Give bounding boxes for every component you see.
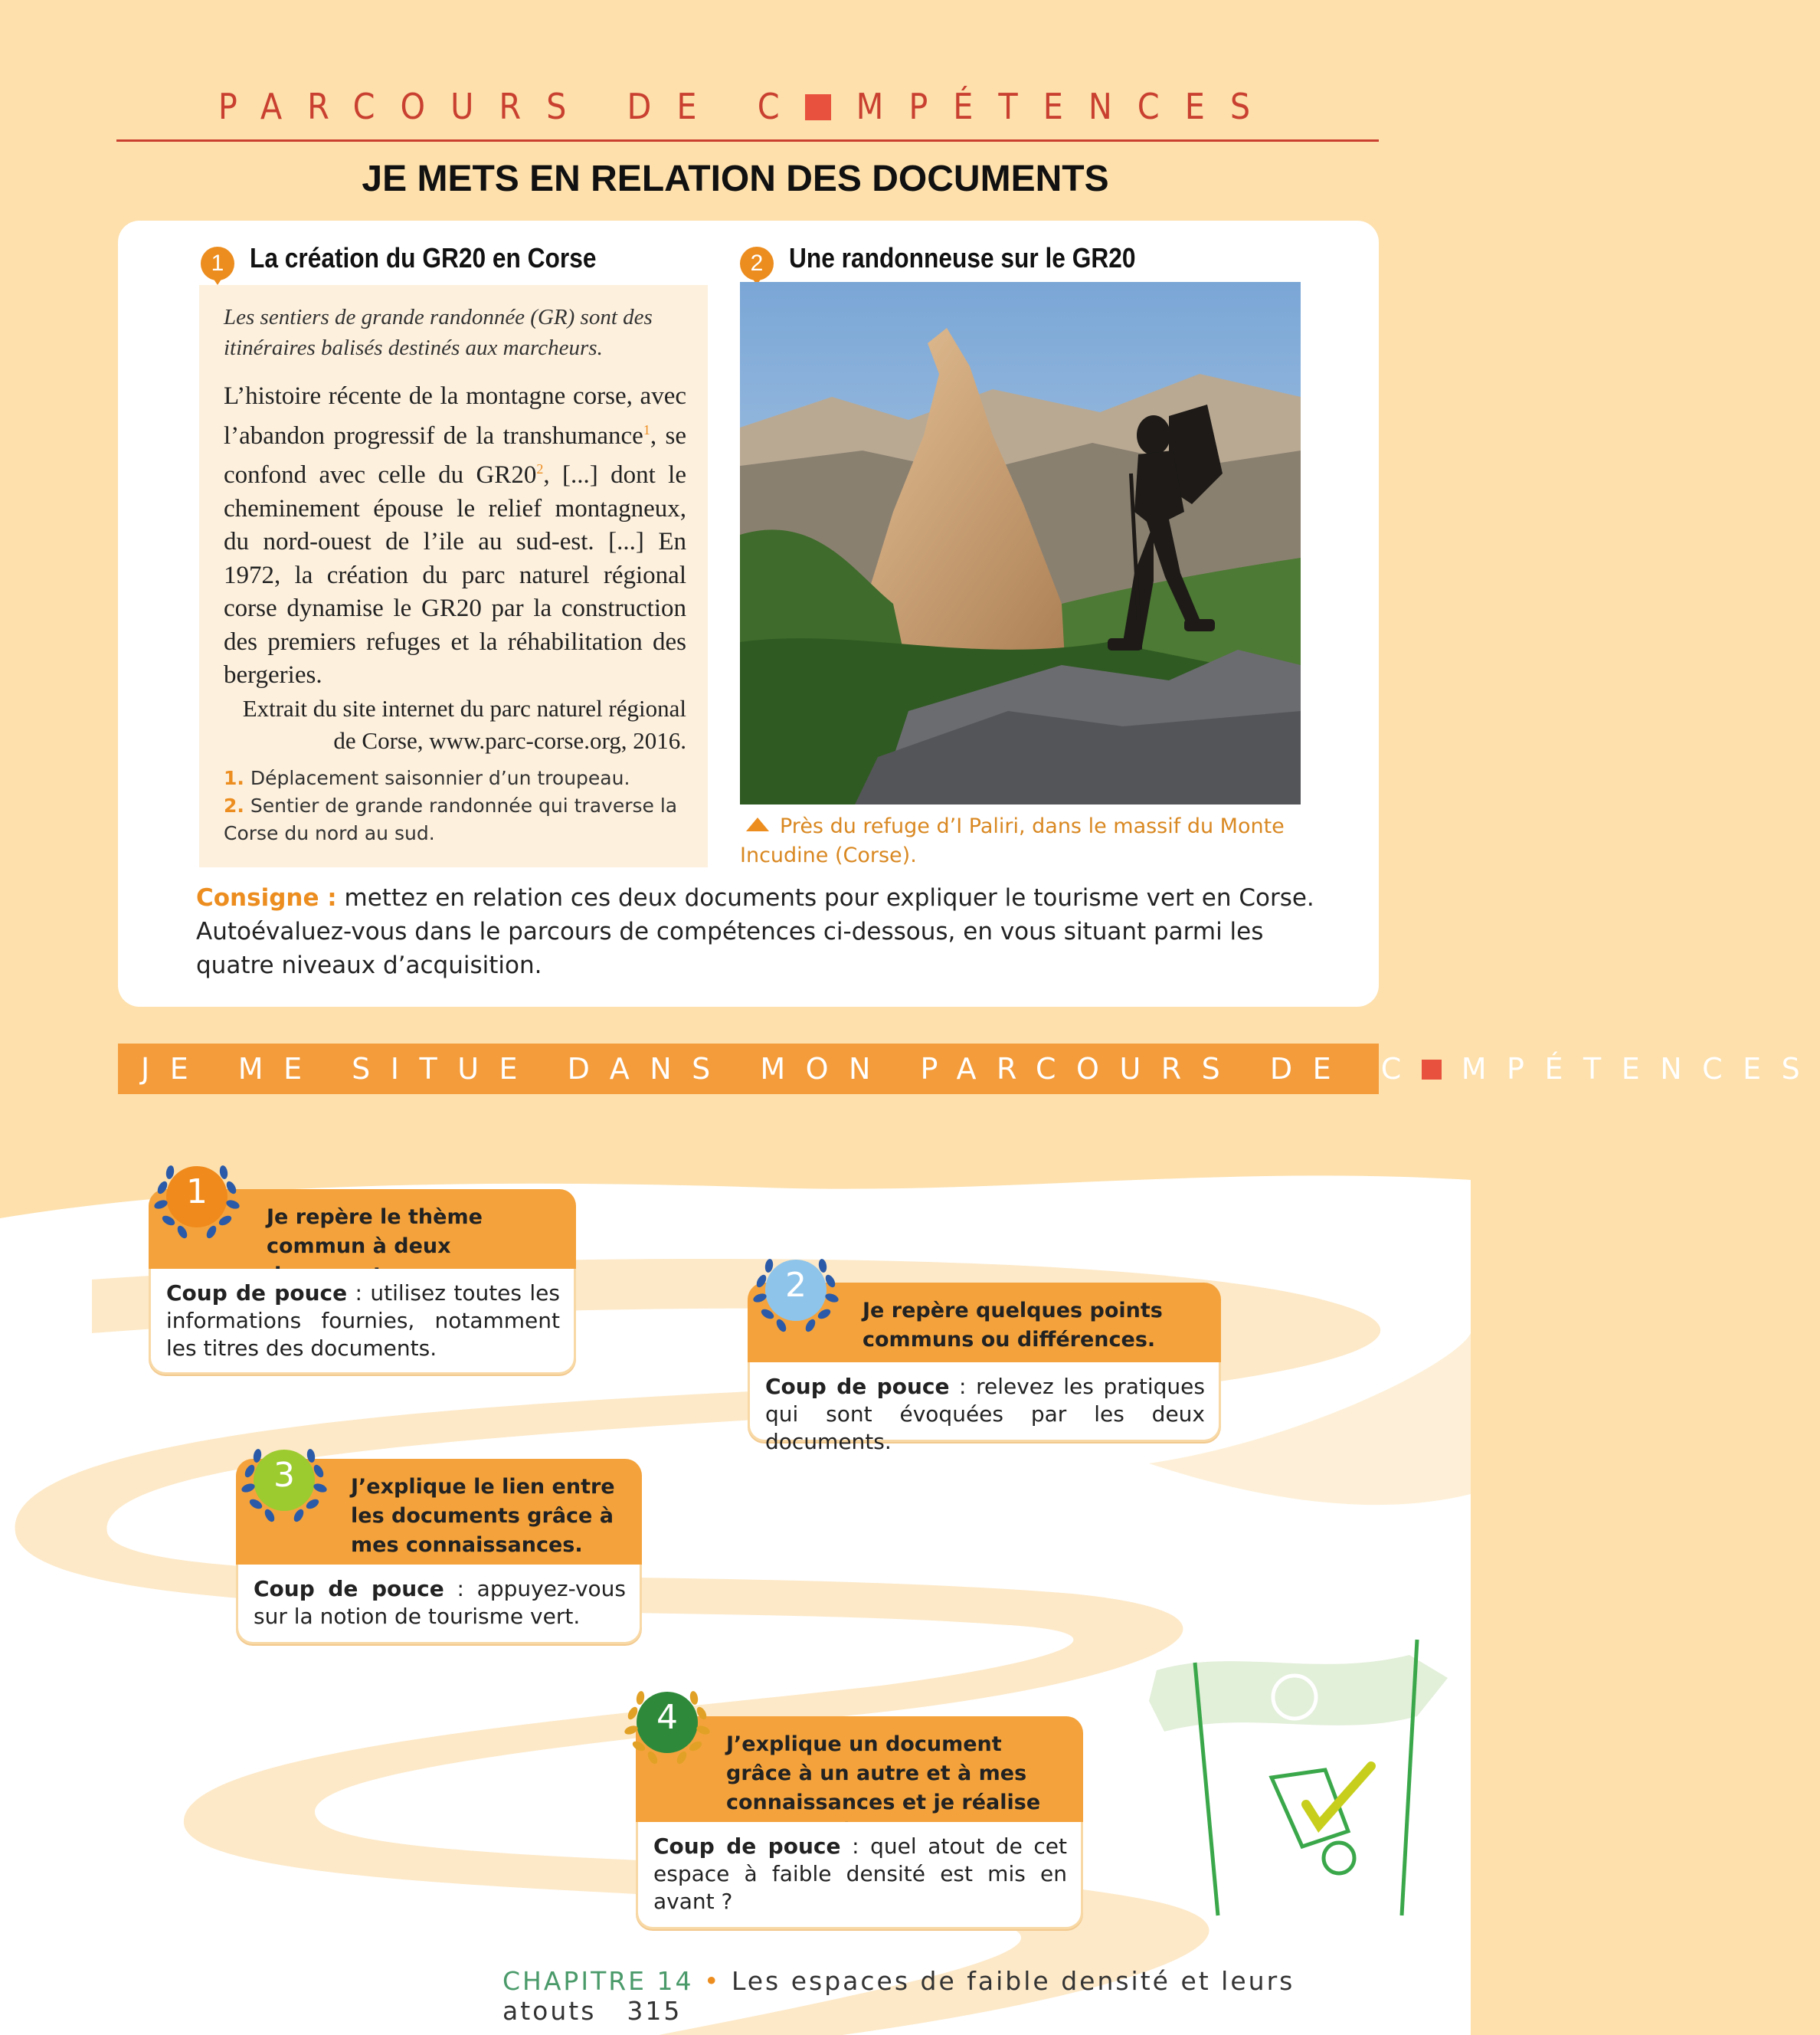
level-2-hint: Coup de pouce : relevez les pratiques qui sont évoquées par les deux documents. xyxy=(748,1362,1221,1442)
doc1-footnote: 2. Sentier de grande randonnée qui traverse la Corse du nord au sud. xyxy=(224,795,678,844)
level-3-number: 3 xyxy=(273,1456,295,1495)
level-4-title: J’explique un document grâce à un autre et à mes connaissances et je réalise xyxy=(636,1716,1083,1822)
level-3-title: J’explique le lien entre les documents grâce à mes connaissances. xyxy=(236,1459,642,1565)
header-rule xyxy=(116,139,1379,142)
section-band-title: PARCOURS DE C MPÉTENCES xyxy=(218,86,1276,127)
square-o-icon xyxy=(1422,1060,1442,1080)
doc1-intro: Les sentiers de grande randonnée (GR) sont des itinéraires balisés destinés aux marcheurs. xyxy=(224,305,653,360)
level-1-hint: Coup de pouce : utilisez toutes les informations fournies, notamment les titres des documents. xyxy=(149,1269,576,1375)
doc1-body: L’histoire récente de la montagne corse, avec l’abandon progressif de la transhumance$^1$, se confond avec celle du $GR20^2$, [...] dont le cheminement épouse le relief montagneux, du nord-ouest de l’ile au sud-est. [...] En 1972, la création du parc naturel régional corse dynamise le GR20 par la construction des premiers refuges et la réhabilitation des bergeries. xyxy=(224,382,687,689)
level-4-hint: Coup de pouce : quel atout de cet espace à faible densité est mis en avant ? xyxy=(636,1822,1083,1929)
doc2-number-badge: 2 xyxy=(740,247,774,280)
triangle-up-icon xyxy=(746,818,769,831)
page-footer: CHAPITRE 14 • Les espaces de faible densité et leurs atouts 315 xyxy=(502,1966,1295,2026)
doc1-footnote: 1. Déplacement saisonnier d’un troupeau. xyxy=(224,767,630,789)
level-2-number: 2 xyxy=(785,1266,807,1305)
level-1-title: Je repère le thème commun à deux xyxy=(149,1189,576,1269)
parcours-band: JE ME SITUE DANS MON PARCOURS DE C MPÉTENCES xyxy=(118,1044,1379,1094)
level-3-hint: Coup de pouce : appuyez-vous sur la notion de tourisme vert. xyxy=(236,1565,642,1644)
doc2-caption: Près du refuge d’I Paliri, dans le massif du Monte Incudine (Corse). xyxy=(740,814,1285,867)
flag-diploma-icon xyxy=(1141,1632,1463,1923)
consigne-instruction: Consigne : mettez en relation ces deux documents pour expliquer le tourisme vert en Corse. Autoévaluez-vous dans le parcours de compétences ci-dessous, en vous situant parmi les quatre niveaux d’acquisition. xyxy=(196,884,1314,979)
square-o-icon xyxy=(805,94,831,120)
hiker-mountain-photo xyxy=(740,282,1301,804)
page-number: 315 xyxy=(627,1996,682,2026)
level-1-number: 1 xyxy=(186,1172,208,1211)
level-4-number: 4 xyxy=(656,1698,678,1737)
doc2-title: Une randonneuse sur le GR20 xyxy=(789,242,1136,274)
page-title: JE METS EN RELATION DES DOCUMENTS xyxy=(362,159,1109,199)
doc1-title: La création du GR20 en Corse xyxy=(250,242,597,274)
doc1-number-badge: 1 xyxy=(201,247,234,280)
level-2-title: Je repère quelques points communs ou différences. xyxy=(748,1283,1221,1362)
doc1-source: Extrait du site internet du parc naturel régional de Corse, www.parc-corse.org, 2016. xyxy=(242,695,686,754)
